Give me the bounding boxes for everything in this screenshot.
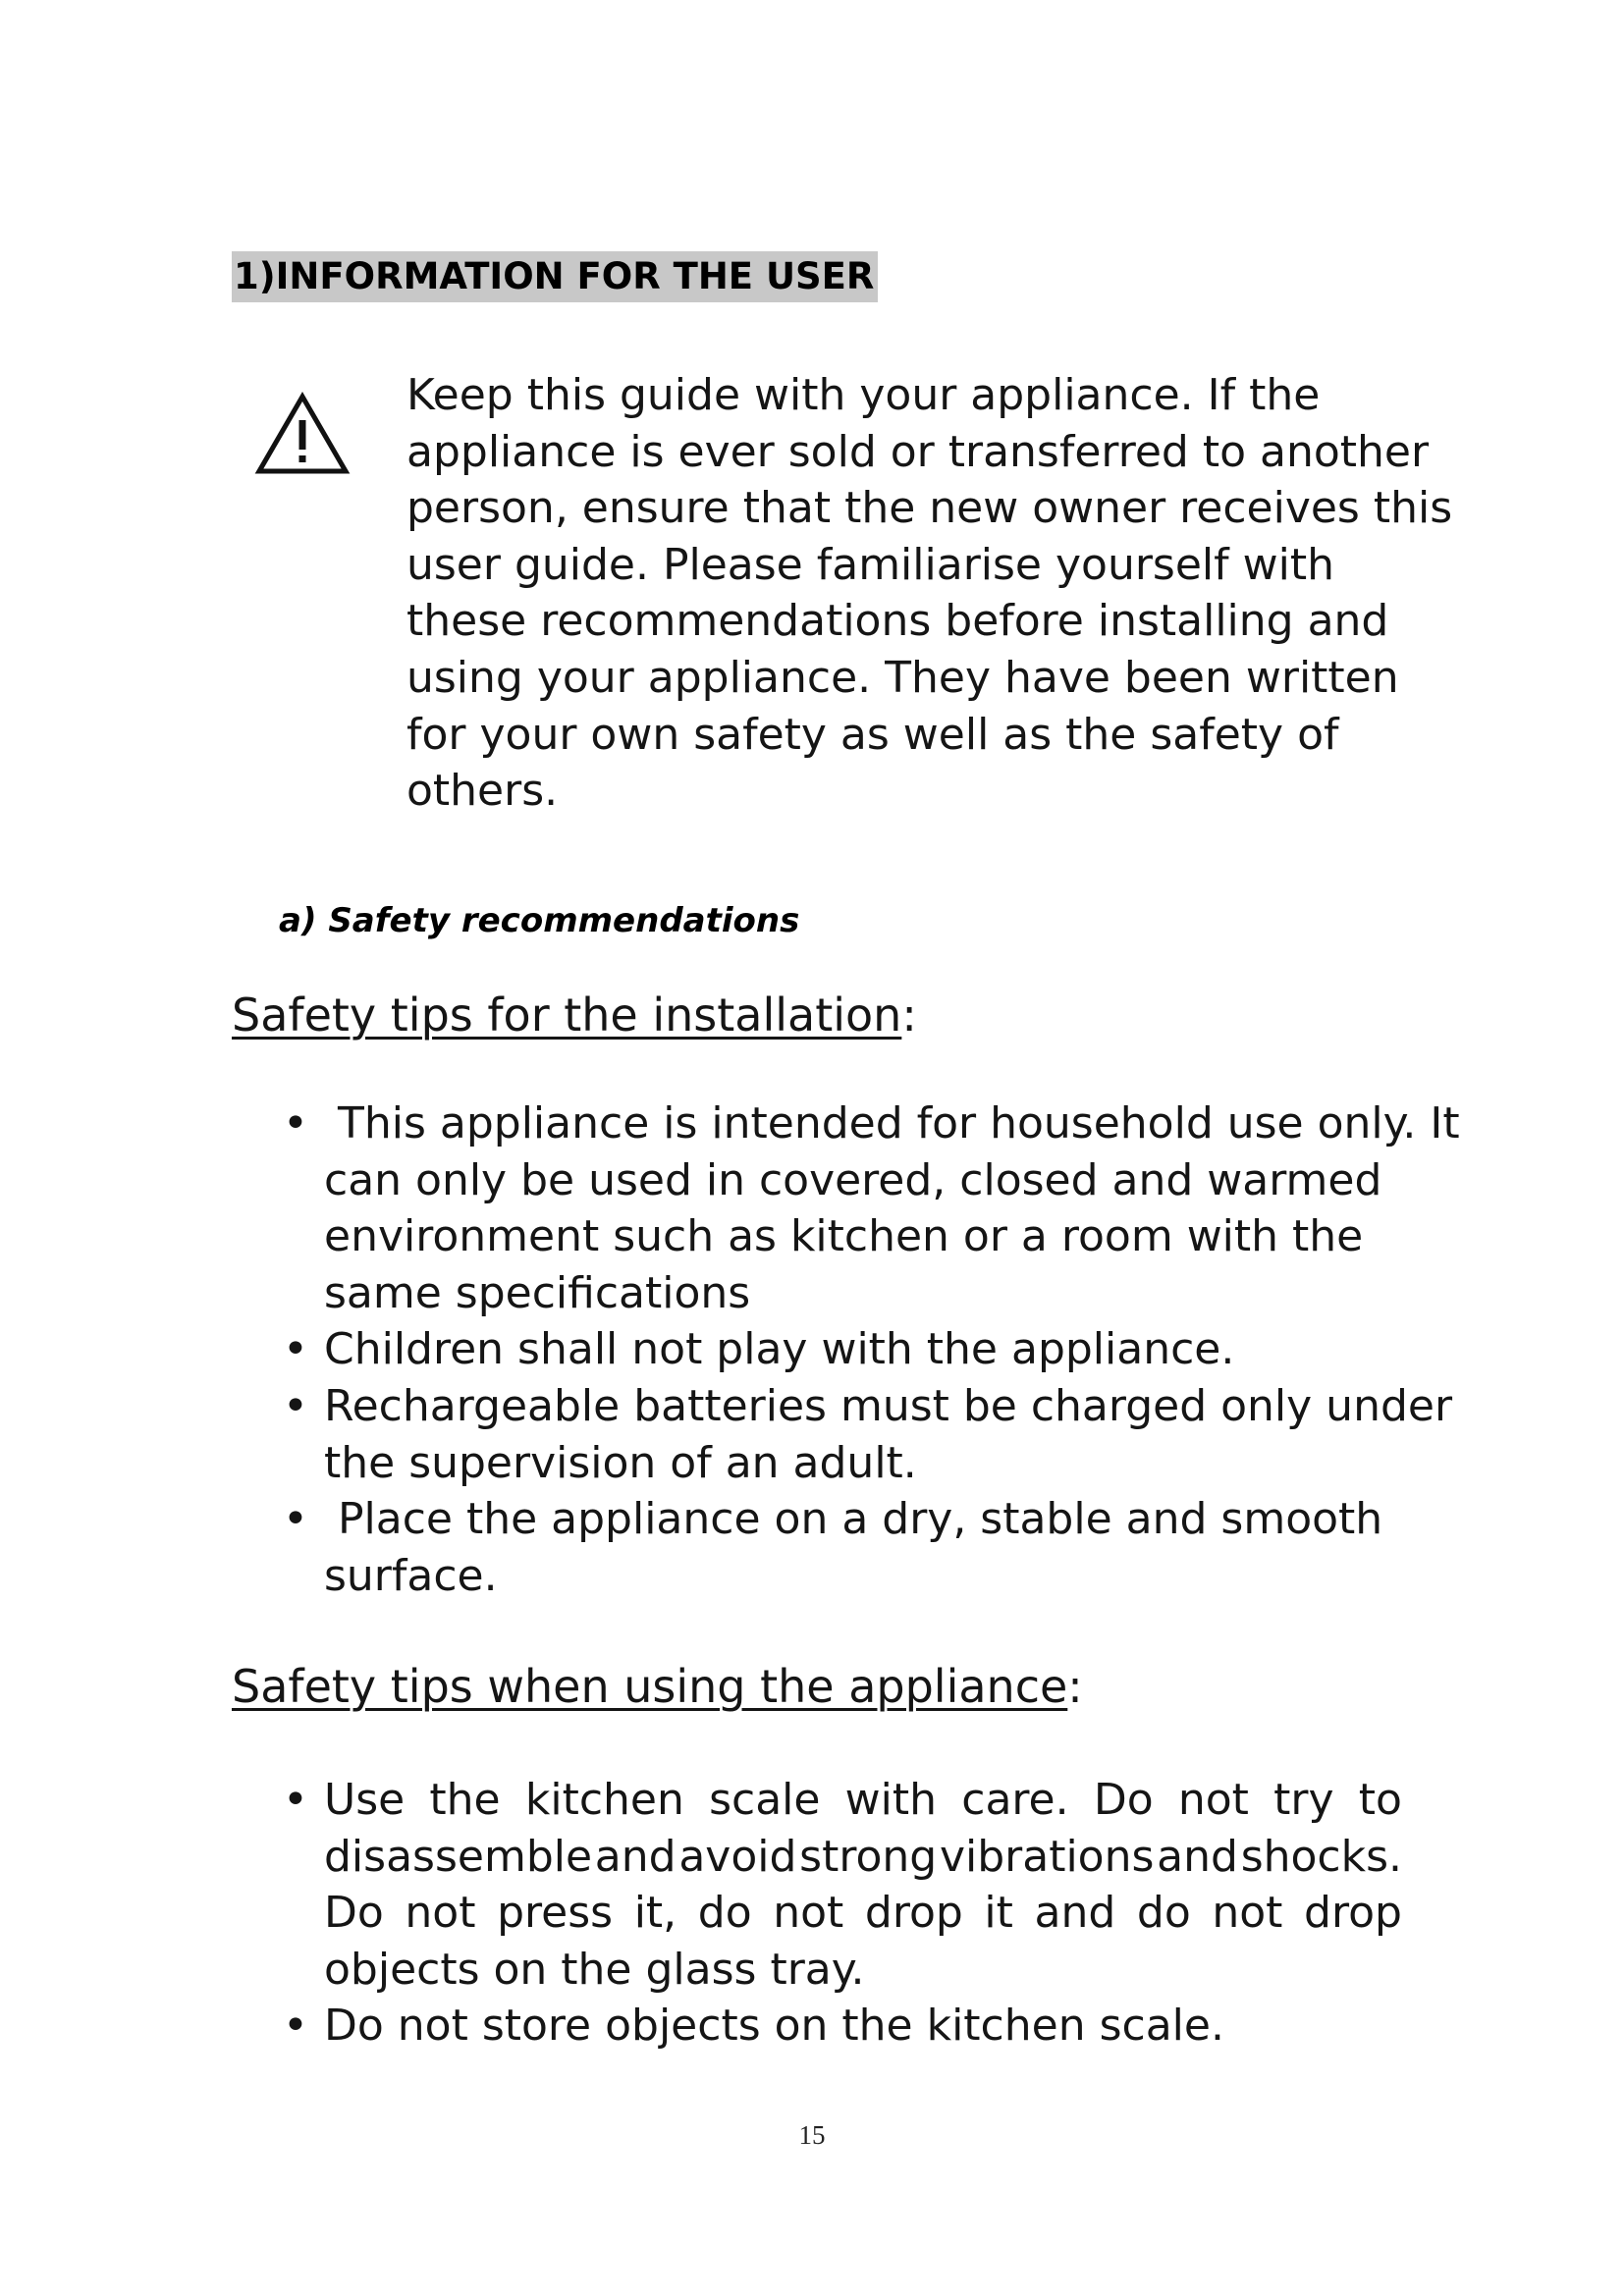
list-item [0, 1095, 1460, 1321]
list-item-line: Children shall not play with the appliance. [324, 1324, 1235, 1375]
word: avoid [678, 1831, 797, 1882]
list-item [0, 1321, 1460, 1378]
bullet-icon: • [283, 1380, 308, 1431]
word: it [984, 1888, 1013, 1939]
word: and [594, 1831, 677, 1882]
intro-line: others. [406, 766, 559, 817]
word: drop [864, 1888, 963, 1939]
word: the [429, 1775, 501, 1825]
word: care. [961, 1775, 1069, 1825]
usage-heading-text: Safety tips when using the appliance [232, 1660, 1068, 1713]
intro-line: user guide. Please familiarise yourself with [406, 539, 1334, 590]
bullet-icon: • [283, 1494, 308, 1545]
intro-line: using your appliance. They have been written [406, 652, 1399, 703]
list-item-line [324, 1885, 1402, 1942]
list-item-line: same specifications [324, 1267, 751, 1318]
usage-list [0, 1772, 1402, 2055]
word: scale [709, 1775, 821, 1825]
intro-paragraph [406, 367, 1453, 820]
list-item-line: can only be used in covered, closed and warmed [324, 1154, 1382, 1205]
word: do [1136, 1888, 1191, 1939]
word: to [1358, 1775, 1402, 1825]
intro-line: person, ensure that the new owner receives this [406, 483, 1453, 534]
word: it, [633, 1888, 677, 1939]
installation-list [0, 1095, 1460, 1604]
list-item [0, 1772, 1402, 1998]
word: and [1157, 1831, 1238, 1882]
word: Do [324, 1888, 384, 1939]
word: try [1273, 1775, 1334, 1825]
list-item-line: Rechargeable batteries must be charged only under [324, 1380, 1453, 1431]
list-item-line: Do not store objects on the kitchen scale. [324, 2001, 1224, 2052]
list-item [0, 1491, 1460, 1604]
section-title: 1)INFORMATION FOR THE USER [232, 251, 878, 302]
list-item-line [324, 1772, 1402, 1829]
usage-heading-colon: : [1067, 1660, 1083, 1713]
list-item-line [324, 1829, 1402, 1886]
list-item-line: the supervision of an adult. [324, 1437, 917, 1488]
word: with [844, 1775, 938, 1825]
list-item [0, 1998, 1402, 2055]
word: and [1034, 1888, 1116, 1939]
installation-heading-colon: : [901, 988, 917, 1041]
list-item [0, 1378, 1460, 1491]
word: Do [1093, 1775, 1154, 1825]
intro-line: appliance is ever sold or transferred to another [406, 426, 1430, 477]
installation-heading [232, 986, 917, 1044]
list-item-line: environment such as kitchen or a room with the [324, 1211, 1364, 1262]
page-number: 15 [798, 2120, 826, 2150]
word: vibrations [939, 1831, 1155, 1882]
usage-heading [232, 1657, 1083, 1716]
word: do [697, 1888, 752, 1939]
word: kitchen [524, 1775, 684, 1825]
intro-line: for your own safety as well as the safety of [406, 709, 1339, 760]
word: disassemble [324, 1831, 593, 1882]
list-item-line: objects on the glass tray. [324, 1944, 865, 1995]
bullet-icon: • [283, 1324, 308, 1375]
word: not [1177, 1775, 1249, 1825]
warning-triangle-icon [253, 391, 352, 477]
word: shocks. [1240, 1831, 1402, 1882]
word: strong [799, 1831, 938, 1882]
list-item-line: Place the appliance on a dry, stable and smooth [324, 1494, 1383, 1545]
bullet-icon: • [283, 1098, 308, 1148]
word: drop [1304, 1888, 1402, 1939]
list-item-line: This appliance is intended for household use only. It [324, 1098, 1460, 1148]
word: not [773, 1888, 844, 1939]
word: Use [324, 1775, 406, 1825]
word: press [497, 1888, 614, 1939]
bullet-icon: • [283, 1775, 308, 1825]
list-item-line: surface. [324, 1550, 498, 1601]
word: not [1212, 1888, 1283, 1939]
word: not [405, 1888, 476, 1939]
subsection-title: a) Safety recommendations [279, 901, 800, 940]
bullet-icon: • [283, 2001, 308, 2052]
intro-line: these recommendations before installing and [406, 596, 1389, 647]
intro-line: Keep this guide with your appliance. If the [406, 370, 1321, 420]
installation-heading-text: Safety tips for the installation [232, 988, 902, 1041]
